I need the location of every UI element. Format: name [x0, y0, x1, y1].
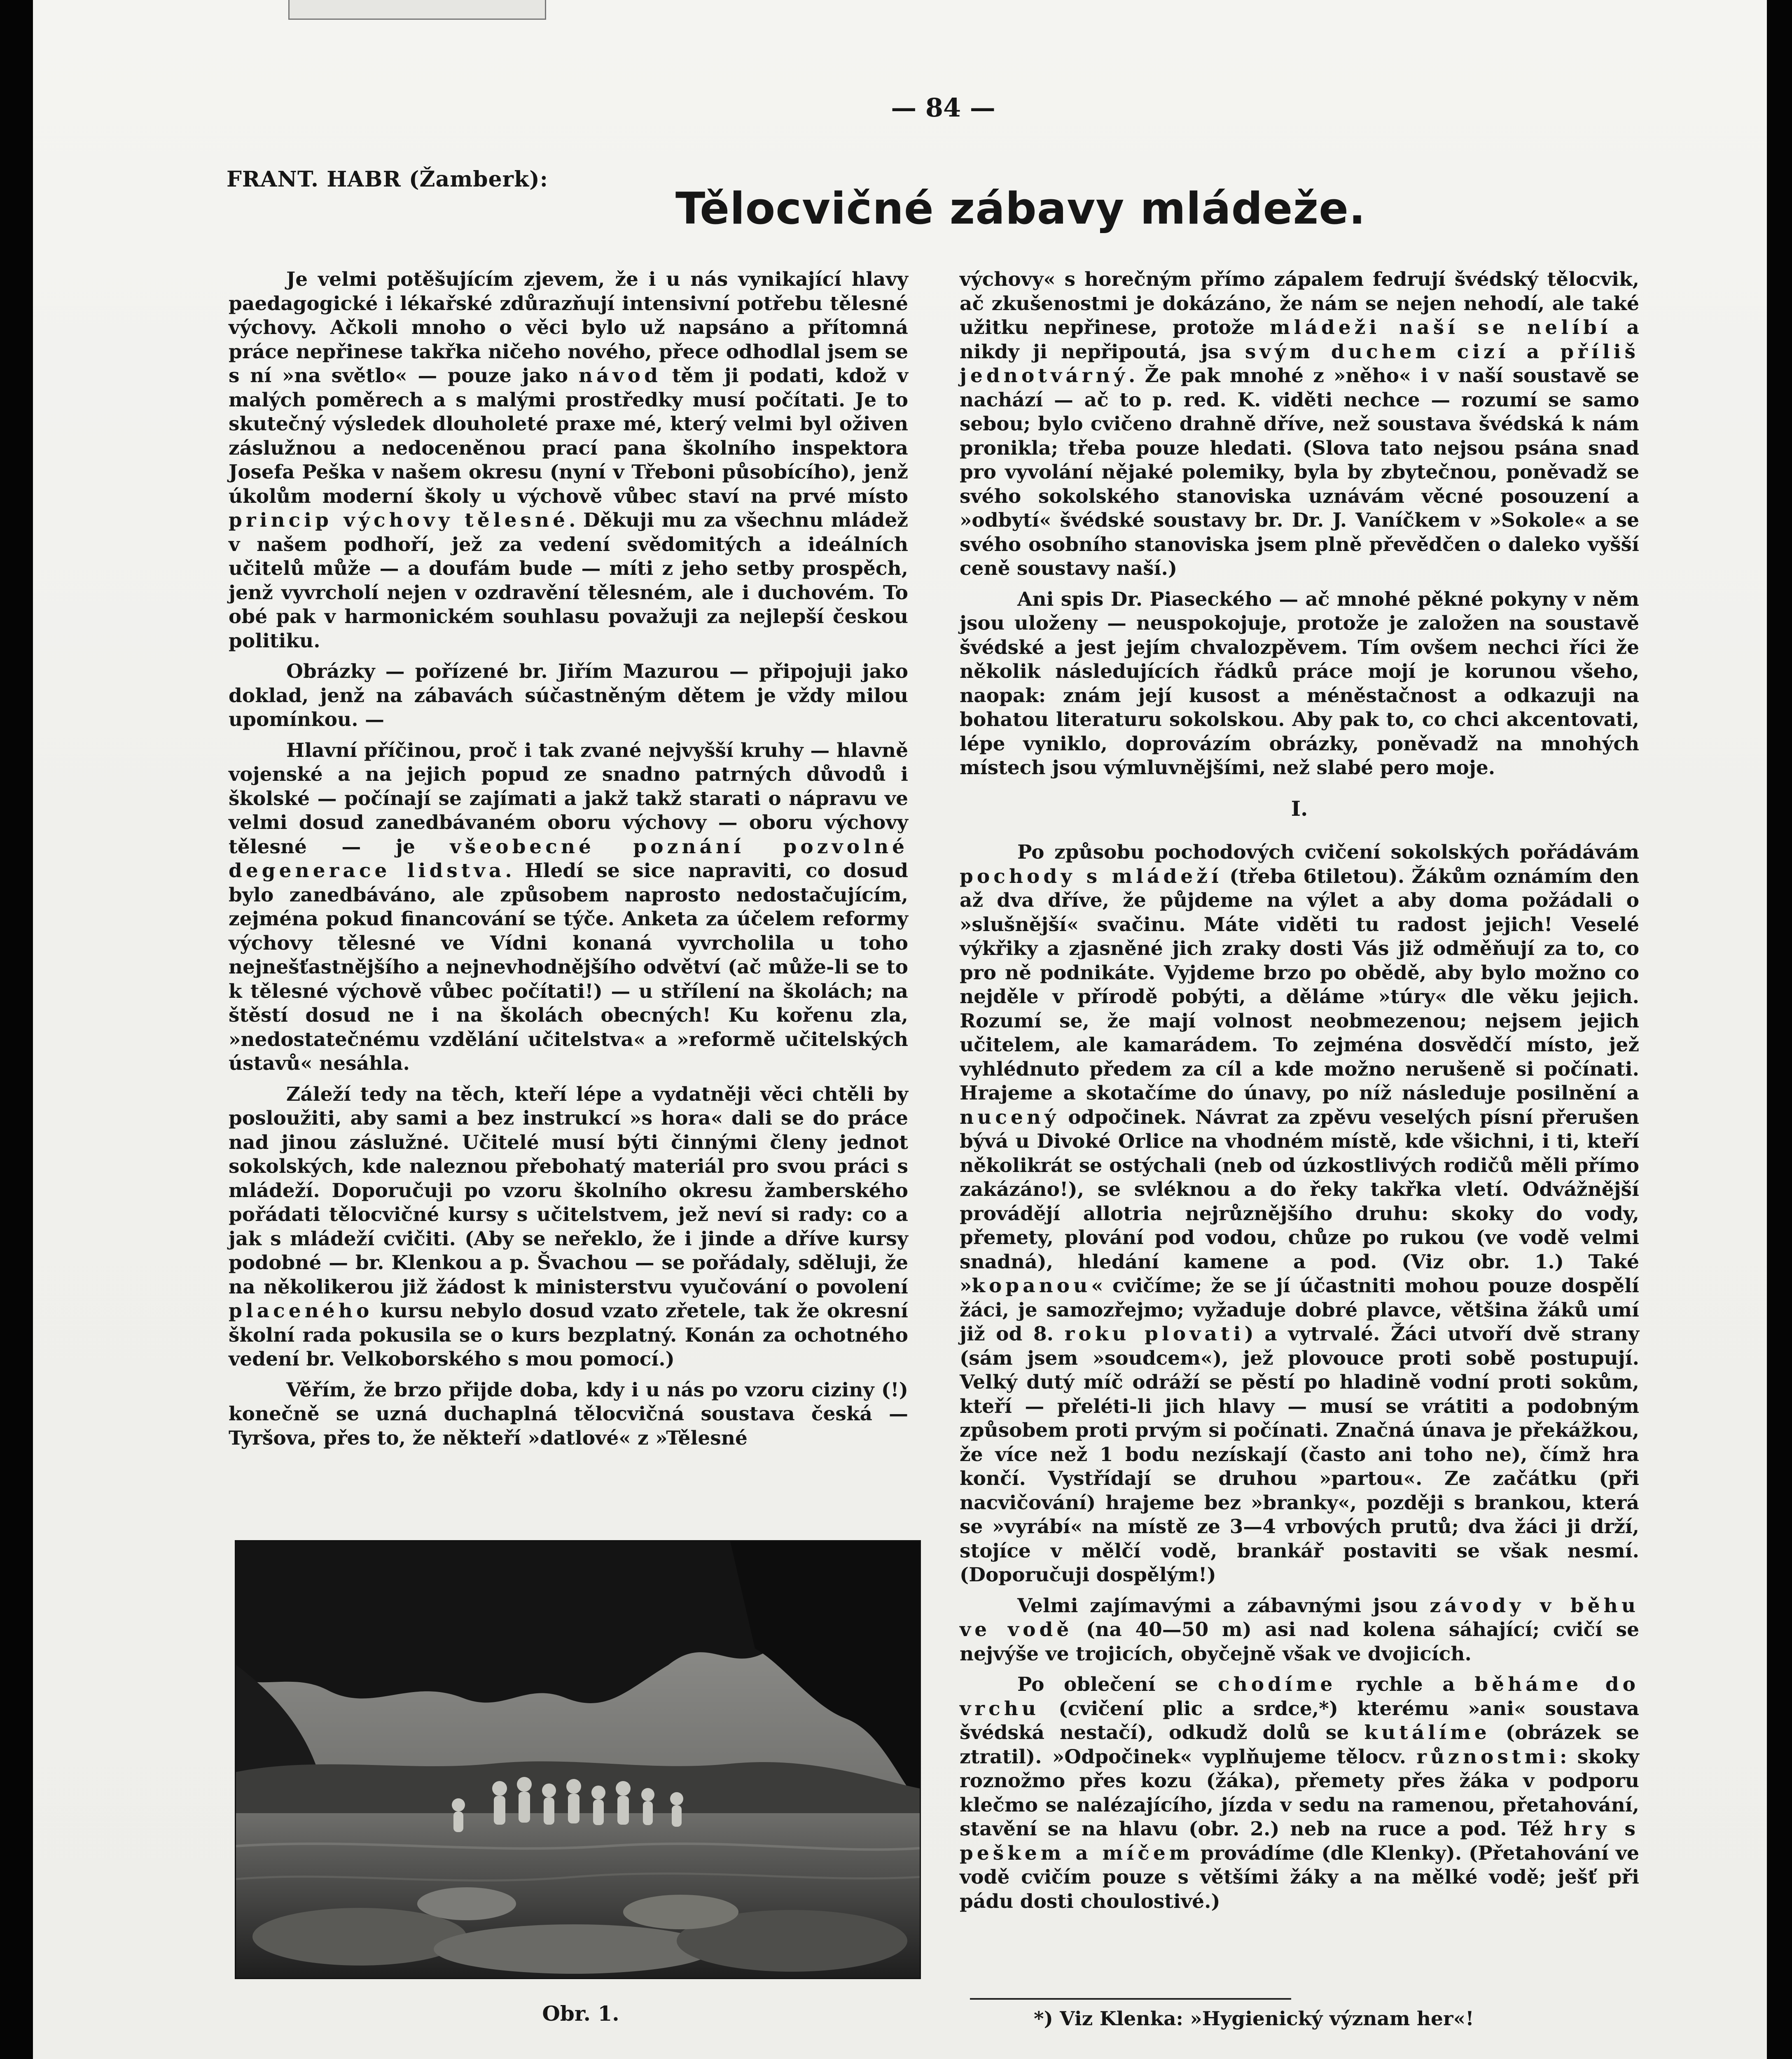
spaced-emphasis: svým duchem cizí a příliš jednotvárný: [960, 340, 1639, 387]
text-run: kursu nebylo dosud vzato zřetele, tak že okresní školní rada pokusila se o kurs bezplatný. Konán za ochotného vedení br. Velkoborského s mou pomocí.): [229, 1300, 908, 1370]
text-run: . Děkuji mu za všechnu mládež v našem podhoří, jež za vedení svědomitých a ideálních učitelů může — a doufám bude — míti z jeho setby prospěch, jenž vyvrcholí nejen v ozdravění tělesném, ale i duchovém. To obé pak v harmonickém souhlasu považuji za nejlepší českou politiku.: [229, 509, 908, 652]
spaced-emphasis: nucený: [960, 1106, 1060, 1129]
spaced-emphasis: princip výchovy tělesné: [229, 509, 569, 532]
figure-caption: Obr. 1.: [542, 2001, 619, 2026]
section-heading: I.: [1291, 796, 1308, 821]
text-run: Hlavní příčinou, proč i tak zvané nejvyšší kruhy — hlavně vojenské a na jejich popud ze snadno patrných důvodů i školské — počínají se zajímati a jakž takž starati o nápravu ve velmi dosud zanedbávaném oboru výchovy — oboru výchovy tělesné — je: [229, 739, 908, 858]
text-run: rychle a: [1336, 1673, 1475, 1696]
spaced-emphasis: různostmi: [1416, 1745, 1560, 1768]
text-run: Velmi zajímavými a zábavnými jsou: [1017, 1594, 1430, 1617]
article-title: Tělocvičné zábavy mládeže.: [675, 183, 1366, 234]
river-bathing-photo-icon: [236, 1541, 920, 1978]
text-run: Po oblečení se: [1017, 1673, 1218, 1696]
text-run: (třeba 6tiletou). Žákům oznámím den až dva dříve, že půjdeme na výlet a aby doma požádali o »slušnější« svačinu. Máte viděti tu radost jejich! Veselé výkřiky a zjasněné jich zraky dosti Vás již odměňují za to, co pro ně podnikáte. Vyjdeme brzo po obědě, aby bylo možno co nejděle v přírodě pobýti, a děláme »túry« dle věku jejich. Rozumí se, že mají volnost neobmezenou; nejsem jejich učitelem, ale kamarádem. To zejména dosvědčí místo, jež vyhlédnuto předem za cíl a kde možno nerušeně si počínati. Hrajeme a skotačíme do únavy, po níž následuje posilnění a: [960, 865, 1639, 1104]
text-run: výchovy« s horečným přímo zápalem fedrují švédský tělocvik, ač zkušenostmi je dokázáno, že nám se nejen nehodí, ale také užitku nepřinese, protože: [960, 268, 1639, 339]
page-number: — 84 —: [891, 93, 995, 123]
text-run: a nikdy ji nepřipoutá, jsa: [960, 316, 1639, 363]
spaced-emphasis: chodíme: [1217, 1673, 1336, 1696]
paragraph: [960, 840, 1639, 1587]
book-page: [33, 0, 1767, 2059]
text-run: . Hledí se sice napraviti, co dosud bylo zanedbáváno, ale způsobem naprosto nedostačujícím, zejména pokud financování se týče. Anketa za účelem reformy výchovy tělesné ve Vídni konaná vyvrcholila u toho nejnešťastnějšího a nejnevhodnějšího odvětví (ač může-li se to k tělesné výchově vůbec počítati!) — u střílení na školách; na štěstí dosud ne i na školách obecných! Ku kořenu zla, »nedostatečnému vzdělání učitelstva« a »reformě učitelských ústavů« nesáhla.: [229, 859, 908, 1075]
text-run: Po způsobu pochodových cvičení sokolských pořádávám: [1017, 841, 1639, 864]
spaced-emphasis: běháme do vrchu: [960, 1673, 1639, 1720]
text-run: ) a vytrvalé. Žáci utvoří dvě strany (sám jsem »soudcem«), jež plovouce proti sobě postupují. Velký dutý míč odráží se pěstí po hladině vodní proti sokům, kteří — přeléti-li jich hlavy — musí se vrátiti a podobným způsobem proti prvým si počínati. Značná únava je překážkou, že více než 1 bodu nezískají (často ani toho ne), čímž hra končí. Vystřídají se druhou »partou«. Ze začátku (při nacvičování) hrajeme bez »branky«, později s brankou, která se »vyrábí« na místě ze 3—4 vrbových prutů; dva žáci ji drží, stojíce v mělčí vodě, brankář postaviti se však nesmí. (Doporučuji dospělým!): [960, 1323, 1639, 1586]
scan-tab-mark: [288, 0, 546, 20]
paragraph: [229, 739, 908, 1076]
right-column: [960, 268, 1639, 1920]
text-run: : skoky roznožmo přes kozu (žáka), přemety přes žáka v podporu klečmo se nalézajícího, jízda v sedu na ramenou, přetahování, stavění se na hlavu (obr. 2.) neb na ruce a pod. Též: [960, 1745, 1639, 1840]
spaced-emphasis: všeobecné poznání pozvolné degenerace lidstva: [229, 835, 909, 882]
spaced-emphasis: hry s peškem a míčem: [960, 1818, 1639, 1865]
text-run: Záleží tedy na těch, kteří lépe a vydatněji věci chtěli by posloužiti, aby sami a bez instrukcí »s hora« dali se do práce nad jinou záslužné. Učitelé musí býti činnými členy jednot sokolských, kde naleznou přebohatý materiál pro svou práci s mládeží. Doporučuji po vzoru školního okresu žamberského pořádati tělocvičné kursy s učitelstvem, jež neví si rady: co a jak s mládeží cvičiti. (Aby se neřeklo, že i jinde a dříve kursy podobné — br. Klenkou a p. Švachou — se pořádaly, sděluji, že na několikerou již žádost k ministerstvu vyučování o povolení: [229, 1083, 908, 1298]
left-column: [229, 268, 908, 1457]
paragraph: [960, 1594, 1639, 1667]
spaced-emphasis: kutálíme: [1364, 1721, 1491, 1744]
footnote-rule: [970, 1998, 1291, 2000]
text-run: (obrázek se ztratil). »Odpočinek« vyplňujeme tělocv.: [960, 1721, 1640, 1768]
text-run: odpočinek. Návrat za zpěvu veselých písní přerušen bývá u Divoké Orlice na vhodném místě, kde všichni, i ti, kteří několikrát se ostýchali (neb od úzkostlivých rodičů měli přímo zakázáno!), se svléknou a do řeky takřka vletí. Odvážnější provádějí allotria nejrůznějšího druhu: skoky do vody, přemety, plování pod vodou, chůze po rukou (ve vodě velmi snadná), hledání kamene a pod. (Viz obr. 1.) Také »: [960, 1106, 1639, 1297]
spaced-emphasis: placeného: [229, 1300, 373, 1322]
text-run: (cvičení plic a srdce,*) kterému »ani« soustava švédská nestačí), odkudž dolů se: [960, 1697, 1639, 1744]
paragraph: Věřím, že brzo přijde doba, kdy i u nás po vzoru ciziny (!) konečně se uzná duchaplná tělocvičná soustava česká — Tyršova, přes to, že někteří »datlové« z »Tělesné: [229, 1378, 908, 1450]
footnote: *) Viz Klenka: »Hygienický význam her«!: [1034, 2008, 1474, 2030]
text-run: « cvičíme; že se jí účastniti mohou pouze dospělí žáci, je samozřejmo; vyžaduje dobré plavce, většina žáků umí již od 8.: [960, 1275, 1639, 1345]
text-run: (na 40—50 m) asi nad kolena sáhající; cvičí se nejvýše ve trojicích, obyčejně však ve dvojicích.: [960, 1618, 1639, 1665]
text-run: těm ji podati, kdož v malých poměrech a s malými prostředky musí počítati. Je to skutečný výsledek dlouholeté praxe mé, který velmi byl oživen záslužnou a nedoceněnou prací pana školního inspektora Josefa Peška v našem okresu (nyní v Třeboni působícího), jenž úkolům moderní školy u výchově vůbec staví na prvé místo: [229, 364, 909, 508]
author-line: FRANT. HABR (Žamberk):: [227, 167, 548, 192]
text-run: provádíme (dle Klenky). (Přetahování ve vodě cvičím pouze s většími žáky a na mělké vodě; ješť při pádu dosti choulostivé.): [960, 1842, 1639, 1913]
text-run: . Že pak mnohé z »něho« i v naší soustavě se nachází — ač to p. red. K. viděti nechce — rozumí se samo sebou; bylo cvičeno drahně dříve, než soustava švédská k nám pronikla; třeba pouze hledati. (Slova tato nejsou psána snad pro vyvolání nějaké polemiky, byla by zbytečnou, poněvadž se svého sokolského stanoviska uznávám věcné posouzení a »odbytí« švédské soustavy br. Dr. J. Vaníčkem v »Sokole« a se svého osobního stanoviska jsem plně převědčen o daleko vyšší ceně soustavy naší.): [960, 364, 1639, 580]
paragraph: [229, 1083, 908, 1372]
paragraph: [229, 268, 908, 653]
scan-border-left: [0, 0, 33, 2059]
paragraph: Obrázky — pořízené br. Jiřím Mazurou — připojuji jako doklad, jenž na zábavách súčastněným dětem je vždy milou upomínkou. —: [229, 660, 908, 731]
spaced-emphasis: kopanou: [972, 1275, 1091, 1297]
spaced-emphasis: roku plovati: [1064, 1323, 1245, 1345]
spaced-emphasis: pochody s mládeží: [960, 865, 1222, 888]
spaced-emphasis: mládeži naší se nelíbí: [1269, 316, 1612, 339]
text-run: Je velmi potěšujícím zjevem, že i u nás vynikající hlavy paedagogické i lékařské zdůrazňují intensivní potřebu tělesné výchovy. Ačkoli mnoho o věci bylo už napsáno a přítomná práce nepřinese takřka ničeho nového, přece odhodlal jsem se s ní »na světlo« — pouze jako: [229, 268, 908, 387]
scan-border-right: [1767, 0, 1792, 2059]
paragraph: [960, 1673, 1639, 1914]
paragraph: Ani spis Dr. Piaseckého — ač mnohé pěkné pokyny v něm jsou uloženy — neuspokojuje, protože je založen na soustavě švédské a jest jejím chvalozpěvem. Tím ovšem nechci říci že několik následujících řádků práce mojí je korunou všeho, naopak: znám její kusost a méněstačnost a odkazuji na bohatou literaturu sokolskou. Aby pak to, co chci akcentovati, lépe vyniklo, doprovázím obrázky, poněvadž na mnohých místech jsou výmluvnějšími, než slabé pero moje.: [960, 588, 1639, 779]
spaced-emphasis: závody v běhu ve vodě: [960, 1594, 1639, 1641]
spaced-emphasis: návod: [578, 364, 661, 387]
paragraph: [960, 268, 1639, 581]
photo-figure: [235, 1540, 921, 1979]
